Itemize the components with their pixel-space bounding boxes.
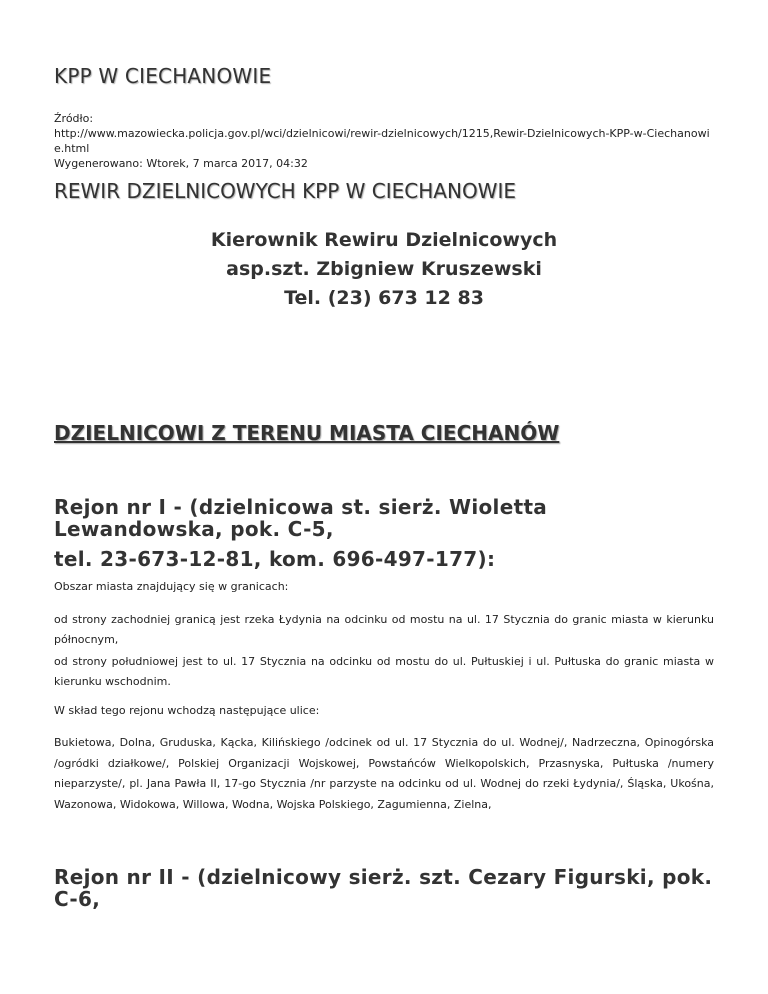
head-name: asp.szt. Zbigniew Kruszewski	[226, 258, 542, 280]
streets-intro: W skład tego rejonu wchodzą następujące ulice:	[54, 704, 320, 717]
city-heading: DZIELNICOWI Z TERENU MIASTA CIECHANÓW	[54, 421, 560, 445]
boundary-south: od strony południowej jest to ul. 17 Stycznia na odcinku od mostu do ul. Pułtuskiej i ul. Pułtuska do granic miasta w kierunku wschodnim.	[54, 655, 714, 688]
section-title: REWIR DZIELNICOWYCH KPP W CIECHANOWIE	[54, 179, 516, 203]
source-url: http://www.mazowiecka.policja.gov.pl/wci/dzielnicowi/rewir-dzielnicowych/1215,Rewir-Dzielnicowych-KPP-w-Ciechanowie.html	[54, 127, 710, 155]
generated-date: Wygenerowano: Wtorek, 7 marca 2017, 04:32	[54, 157, 308, 170]
rejon-1-heading-line1: Rejon nr I - (dzielnicowa st. sierż. Wioletta Lewandowska, pok. C-5,	[54, 495, 548, 541]
site-title: KPP W CIECHANOWIE	[54, 64, 272, 88]
head-phone: Tel. (23) 673 12 83	[284, 287, 484, 309]
boundary-west: od strony zachodniej granicą jest rzeka Łydynia na odcinku od mostu na ul. 17 Stycznia do granic miasta w kierunku północnym,	[54, 613, 714, 646]
document-meta	[54, 111, 714, 171]
rejon-2-heading: Rejon nr II - (dzielnicowy sierż. szt. Cezary Figurski, pok. C-6,	[54, 865, 713, 911]
rejon-1-heading	[54, 496, 716, 570]
head-of-unit-block	[54, 226, 714, 313]
head-role: Kierownik Rewiru Dzielnicowych	[210, 229, 558, 251]
streets-list: Bukietowa, Dolna, Gruduska, Kącka, Kilińskiego /odcinek od ul. 17 Stycznia do ul. Wodnej/, Nadrzeczna, Opinogórska /ogródki działkowe/, Polskiej Organizacji Wojskowej, Powstańców Wielkopolskich, Przasnyska, Pułtuska /numery nieparzyste/, pl. Jana Pawła II, 17-go Stycznia /nr parzyste na odcinku od ul. Wodnej do rzeki Łydynia/, Śląska, Ukośna, Wazonowa, Widokowa, Willowa, Wodna, Wojska Polskiego, Zagumienna, Zielna,	[54, 736, 714, 811]
source-label: Źródło:	[54, 112, 94, 125]
rejon-1-heading-line2: tel. 23-673-12-81, kom. 696-497-177):	[54, 547, 496, 571]
area-intro: Obszar miasta znajdujący się w granicach:	[54, 580, 289, 593]
